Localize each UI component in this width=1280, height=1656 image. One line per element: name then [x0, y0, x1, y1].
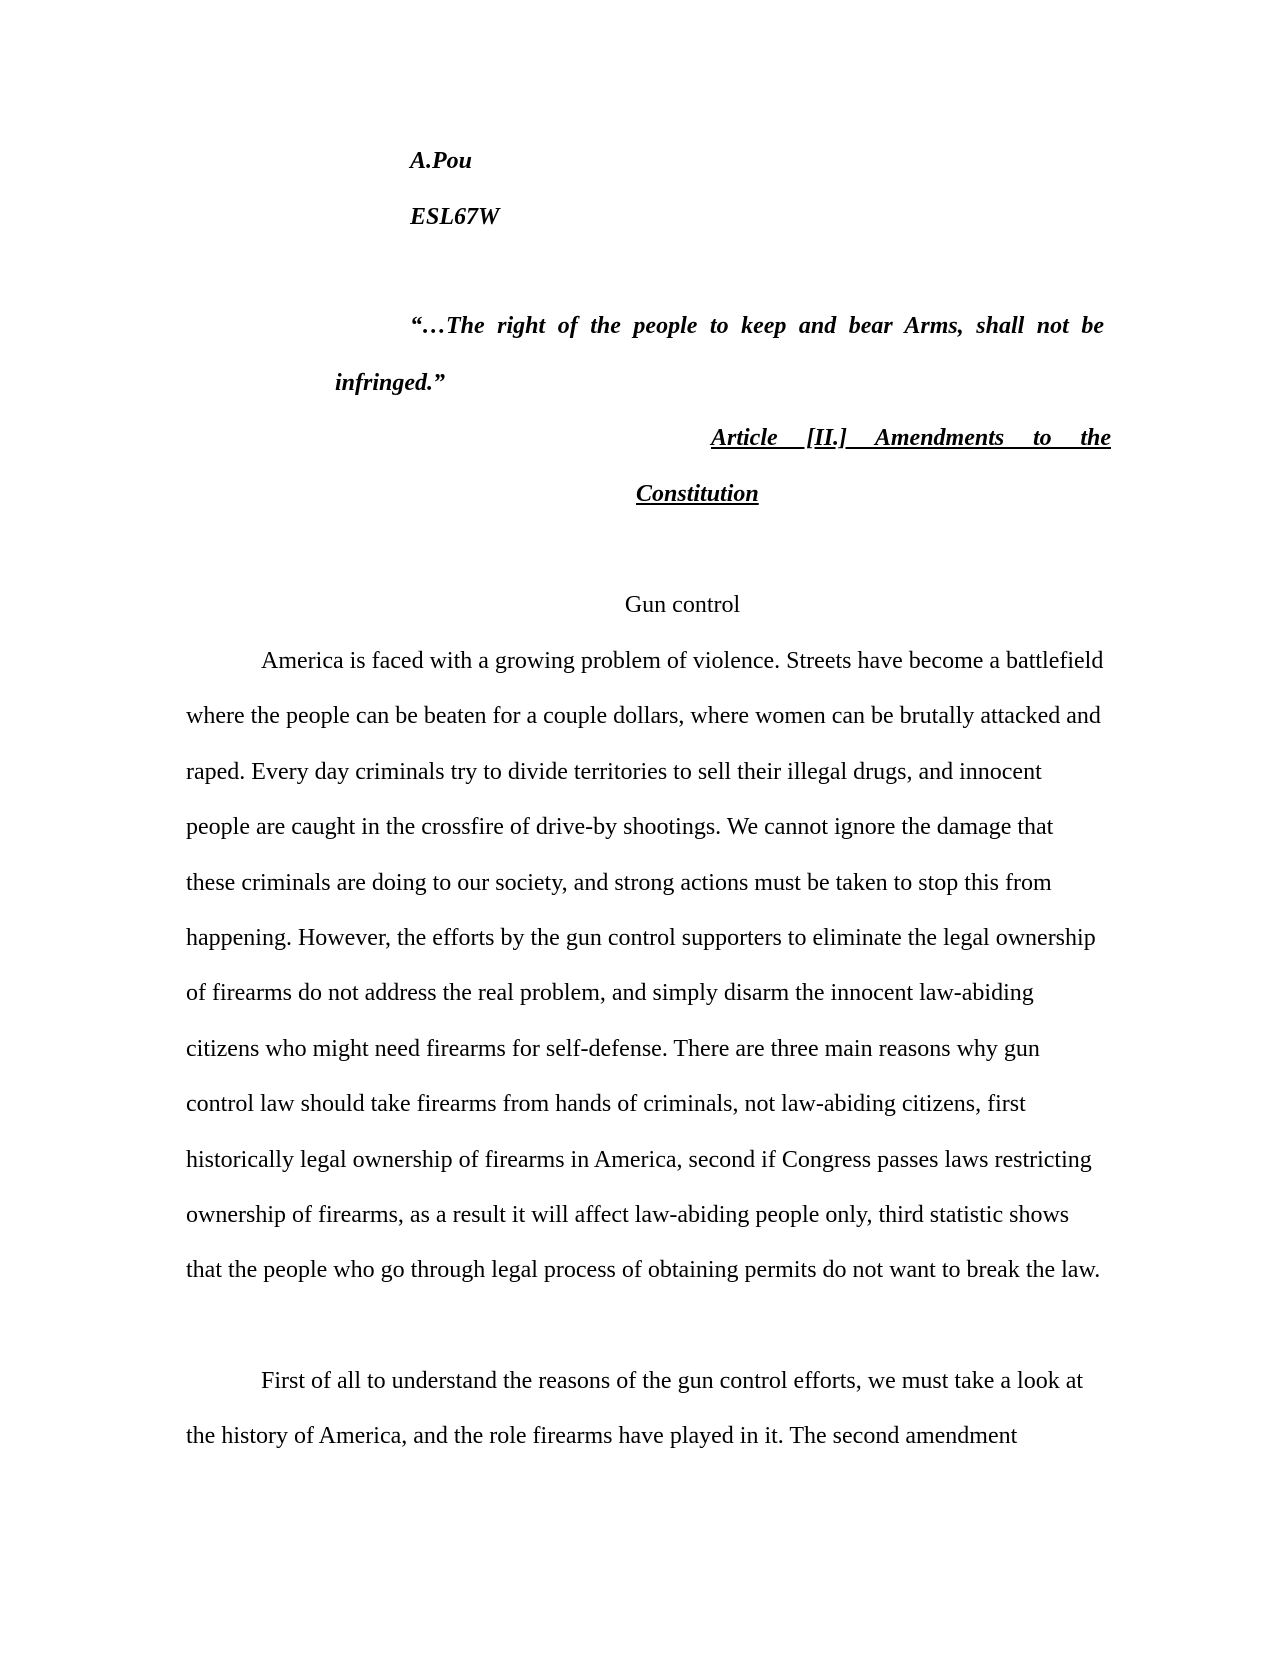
course-code: ESL67W [410, 204, 500, 230]
author-name: A.Pou [410, 148, 473, 174]
epigraph-source-line1: Article [II.] Amendments to the [711, 425, 1111, 451]
epigraph-source-line2: Constitution [636, 481, 759, 507]
body-paragraph-1: America is faced with a growing problem of violence. Streets have become a battlefield where the people can be beaten for a couple dollars, where women can be brutally attacked and raped. Every day criminals try to divide territories to sell their illegal drugs, and innocent people are caught in the crossfire of drive-by shootings. We cannot ignore the damage that these criminals are doing to our society, and strong actions must be taken to stop this from happening. However, the efforts by the gun control supporters to eliminate the legal ownership of firearms do not address the real problem, and simply disarm the innocent law-abiding citizens who might need firearms for self-defense. There are three main reasons why gun control law should take firearms from hands of criminals, not law-abiding citizens, first historically legal ownership of firearms in America, second if Congress passes laws restricting ownership of firearms, as a result it will affect law-abiding people only, third statistic shows that the people who go through legal process of obtaining permits do not want to break the law. [186, 648, 1104, 1284]
essay-title: Gun control [624, 592, 741, 618]
epigraph-quote-line1: “…The right of the people to keep and bear Arms, shall not be [410, 313, 1104, 339]
epigraph-quote-line2: infringed.” [335, 370, 446, 396]
body-paragraph-2: First of all to understand the reasons of the gun control efforts, we must take a look at the history of America, and the role firearms have played in it. The second amendment [186, 1368, 1084, 1450]
